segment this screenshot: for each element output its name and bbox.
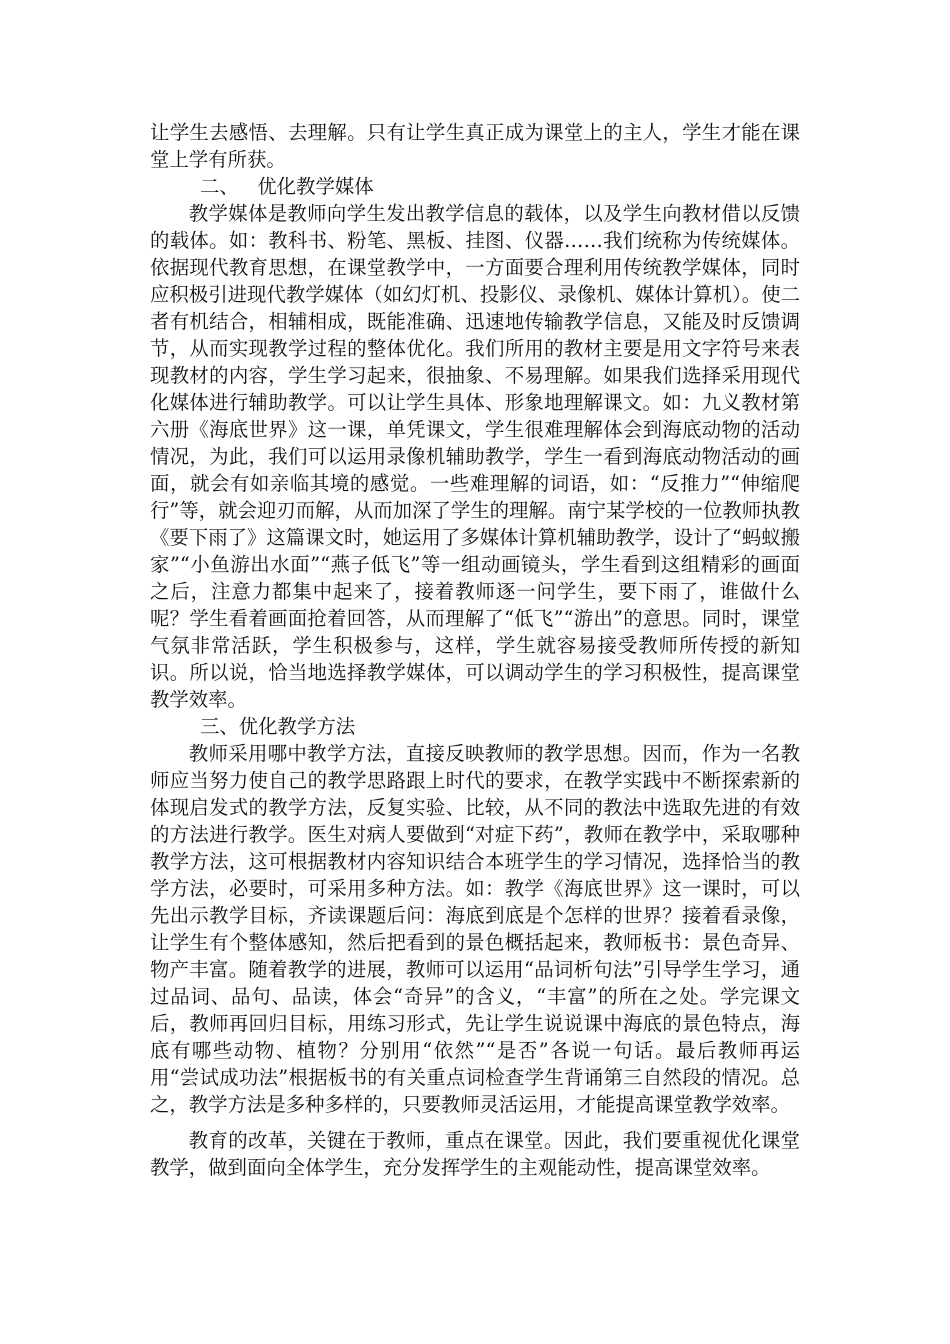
section-heading-2 xyxy=(150,173,800,200)
paragraph-conclusion: 教育的改革，关键在于教师，重点在课堂。因此，我们要重视优化课堂教学，做到面向全体学生，充分发挥学生的主观能动性，提高课堂效率。 xyxy=(150,1129,800,1179)
paragraph-media: 教学媒体是教师向学生发出教学信息的载体，以及学生向教材借以反馈的载体。如：教科书、粉笔、黑板、挂图、仪器……我们统称为传统媒体。依据现代教育思想，在课堂教学中，一方面要合理利用传统教学媒体，同时应积极引进现代教学媒体（如幻灯机、投影仪、录像机、媒体计算机）。使二者有机结合，相辅相成，既能准确、迅速地传输教学信息，又能及时反馈调节，从而实现教学过程的整体优化。我们所用的教材主要是用文字符号来表现教材的内容，学生学习起来，很抽象、不易理解。如果我们选择采用现代化媒体进行辅助教学。可以让学生具体、形象地理解课文。如：九义教材第六册《海底世界》这一课，单凭课文，学生很难理解体会到海底动物的活动情况，为此，我们可以运用录像机辅助教学，学生一看到海底动物活动的画面，就会有如亲临其境的感觉。一些难理解的词语，如：“反推力”“伸缩爬行”等，就会迎刃而解，从而加深了学生的理解。南宁某学校的一位教师执教《要下雨了》这篇课文时，她运用了多媒体计算机辅助教学，设计了“蚂蚁搬家”“小鱼游出水面”“燕子低飞”等一组动画镜头，学生看到这组精彩的画面之后，注意力都集中起来了，接着教师逐一问学生，要下雨了，谁做什么呢？学生看着画面抢着回答，从而理解了“低飞”“游出”的意思。同时，课堂气氛非常活跃，学生积极参与，这样，学生就容易接受教师所传授的新知识。所以说，恰当地选择教学媒体，可以调动学生的学习积极性，提高课堂教学效率。 xyxy=(150,202,800,711)
section-heading-3: 三、优化教学方法 xyxy=(200,715,356,738)
section-title: 优化教学媒体 xyxy=(257,175,374,198)
document-page xyxy=(150,119,800,1181)
paragraph-intro-continuation: 让学生去感悟、去理解。只有让学生真正成为课堂上的主人，学生才能在课堂上学有所获。 xyxy=(150,121,800,171)
section-number: 二、 xyxy=(200,175,239,198)
paragraph-methods: 教师采用哪中教学方法，直接反映教师的教学思想。因而，作为一名教师应当努力使自己的教学思路跟上时代的要求，在教学实践中不断探索新的体现启发式的教学方法，反复实验、比较，从不同的教法中选取先进的有效的方法进行教学。医生对病人要做到“对症下药”，教师在教学中，采取哪种教学方法，这可根据教材内容知识结合本班学生的学习情况，选择恰当的教学方法，必要时，可采用多种方法。如：教学《海底世界》这一课时，可以先出示教学目标，齐读课题后问：海底到底是个怎样的世界？接着看录像，让学生有个整体感知，然后把看到的景色概括起来，教师板书：景色奇异、物产丰富。随着教学的进展，教师可以运用“品词析句法”引导学生学习，通过品词、品句、品读，体会“奇异”的含义，“丰富”的所在之处。学完课文后，教师再回归目标，用练习形式，先让学生说说课中海底的景色特点，海底有哪些动物、植物？分别用“依然”“是否”各说一句话。最后教师再运用“尝试成功法”根据板书的有关重点词检查学生背诵第三自然段的情况。总之，教学方法是多种多样的，只要教师灵活运用，才能提高课堂教学效率。 xyxy=(150,742,800,1116)
